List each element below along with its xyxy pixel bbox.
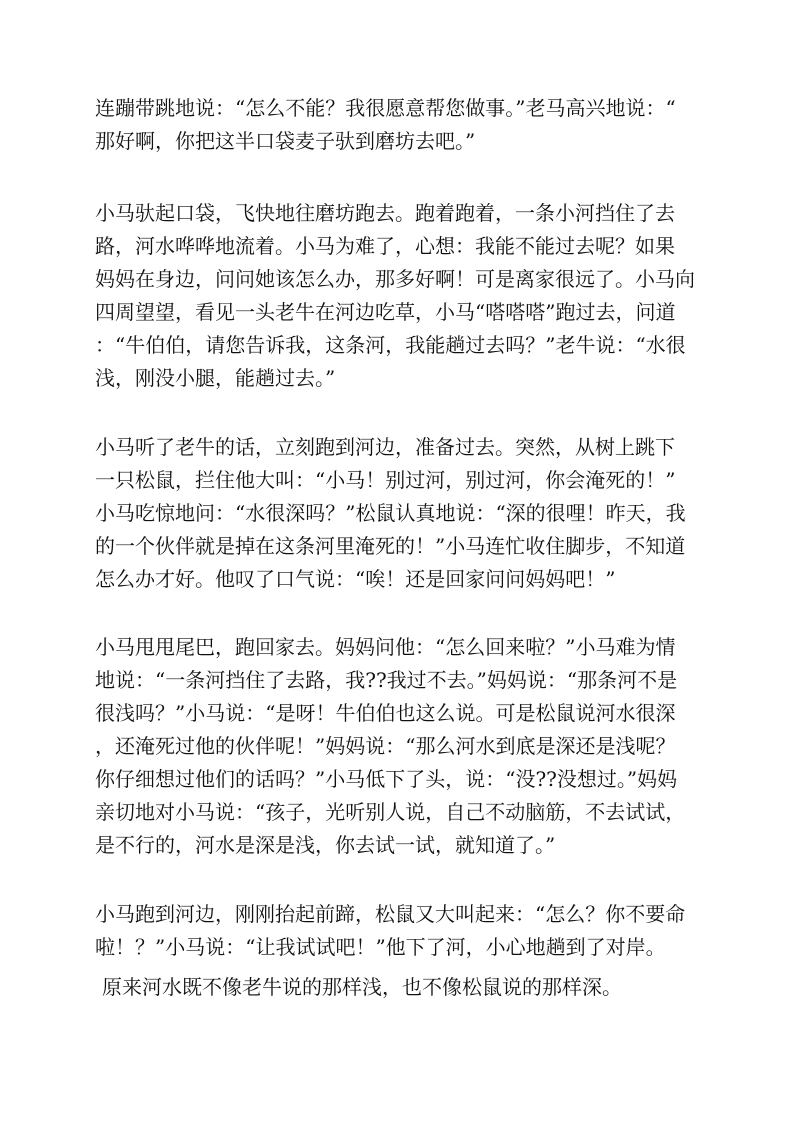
paragraph-4: 小马甩甩尾巴，跑回家去。妈妈问他：“怎么回来啦？”小马难为情 地说：“一条河挡住了去路，我??我过不去。”妈妈说：“那条河不是 很浅吗？”小马说：“是呀！牛伯伯也这么说。可是松鼠说河水很深 ，还淹死过他的伙伴呢！”妈妈说：“那么河水到底是深还是浅呢？ 你仔细想过他们的话吗？”小马低下了头，说：“没??没想过。”妈妈 亲切地对小马说：“孩子，光听别人说，自己不动脑筋，不去试试， 是不行的，河水是深是浅，你去试一试，就知道了。” bbox=[95, 635, 686, 857]
paragraph-2: 小马驮起口袋，飞快地往磨坊跑去。跑着跑着，一条小河挡住了去 路，河水哗哗地流着。小马为难了，心想：我能不能过去呢？如果 妈妈在身边，问问她该怎么办，那多好啊！可是离家很远了。小马向 四周望望，看见一头老牛在河边吃草，小马“嗒嗒嗒”跑过去，问道 ：“牛伯伯，请您告诉我，这条河，我能趟过去吗？”老牛说：“水很 浅，刚没小腿，能趟过去。” bbox=[95, 201, 695, 390]
paragraph-3: 小马听了老牛的话，立刻跑到河边，准备过去。突然，从树上跳下 一只松鼠，拦住他大叫：“小马！别过河，别过河，你会淹死的！” 小马吃惊地问：“水很深吗？”松鼠认真地说：“深的很哩！昨天，我 的一个伙伴就是掉在这条河里淹死的！”小马连忙收住脚步，不知道 怎么办才好。他叹了口气说：“唉！还是回家问问妈妈吧！” bbox=[95, 435, 686, 591]
paragraph-5: 小马跑到河边，刚刚抬起前蹄，松鼠又大叫起来：“怎么？你不要命 啦！？”小马说：“让我试试吧！”他下了河，小心地趟到了对岸。 bbox=[95, 902, 686, 959]
paragraph-6: 原来河水既不像老牛说的那样浅，也不像松鼠说的那样深。 bbox=[102, 975, 622, 999]
paragraph-1: 连蹦带跳地说：“怎么不能？我很愿意帮您做事。”老马高兴地说：“ 那好啊，你把这半口袋麦子驮到磨坊去吧。” bbox=[95, 96, 676, 153]
